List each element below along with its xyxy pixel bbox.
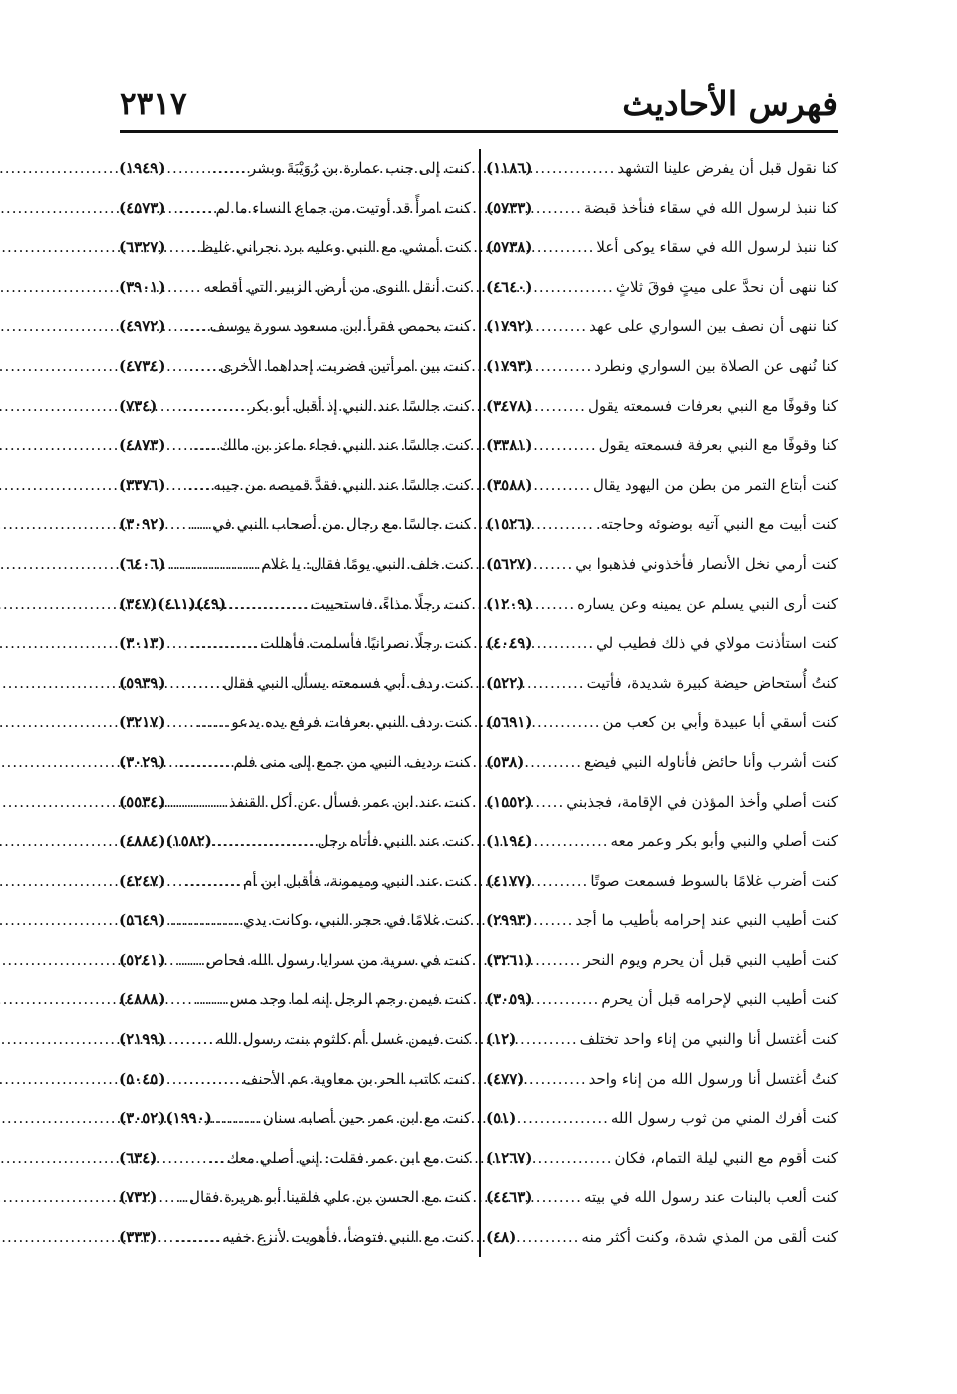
entry-text: كنت رجلًا مذاءً، فاستحييت <box>310 594 471 613</box>
index-entry <box>119 901 471 941</box>
dot-leader <box>167 980 227 1020</box>
entry-reference: (٥٣٨) <box>486 752 525 771</box>
entry-reference: (٥٠٤٥) <box>119 1069 166 1088</box>
entry-reference: (٤٦٤٠) <box>486 277 533 296</box>
index-entry <box>119 307 471 347</box>
entry-reference: (٥٦٤٩) <box>119 911 166 930</box>
entry-reference: (٦٣٢٧) <box>119 238 166 257</box>
dot-leader <box>167 783 226 823</box>
index-entry <box>119 268 471 308</box>
entry-reference: (٥٢٢) <box>486 673 525 692</box>
entry-text: كنت مع ابن عمر حين أصابه سنان <box>262 1109 471 1128</box>
entry-reference: (٦٤٠٦) <box>119 554 166 573</box>
entry-reference: (١١٩٤) <box>486 832 533 851</box>
dot-leader <box>534 703 600 743</box>
entry-reference: (٤٩٧٢) <box>119 317 166 336</box>
index-entry <box>119 228 471 268</box>
dot-leader <box>534 189 581 229</box>
entry-text: كنت أضرب غلامًا بالسوط فسمعت صوتًا <box>590 871 838 890</box>
dot-leader <box>534 149 615 189</box>
entry-reference: (٣٢١٧) <box>119 713 166 732</box>
index-entry <box>119 862 471 902</box>
dot-leader <box>167 624 258 664</box>
index-entry <box>119 426 471 466</box>
dot-leader <box>159 387 246 427</box>
dot-leader <box>518 1218 579 1258</box>
entry-reference: (٣٢٦١) <box>486 950 533 969</box>
entry-text: كنا وقوفًا مع النبي بعرفة فسمعته يقول <box>598 436 838 455</box>
entry-reference: (٧٣٤) <box>119 396 158 415</box>
index-entry <box>119 703 471 743</box>
entry-reference: (١٥٢٦) <box>486 515 533 534</box>
index-entry <box>486 941 838 981</box>
entry-text: كنت أصلي والنبي وأبو بكر وعمر معه <box>610 832 838 851</box>
entry-reference: (١١٨٦) <box>486 159 533 177</box>
entry-text: كنا ننبذ لرسول الله في سقاء فنأخذ قبضة <box>583 198 838 217</box>
entry-text: كنت أبتاع التمر من بطن من اليهود يقال <box>592 475 838 494</box>
dot-leader <box>167 1020 214 1060</box>
entry-text: كنت أرمي نخل الأنصار فأخذوني فذهبوا بي <box>575 554 838 573</box>
dot-leader <box>167 149 247 189</box>
entry-reference: (٥١) <box>486 1109 517 1128</box>
index-entry <box>119 624 471 664</box>
dot-leader <box>167 466 211 506</box>
entry-reference: (٥٥٣٤) <box>119 792 166 811</box>
index-column-right <box>486 149 838 1259</box>
index-entry <box>486 149 838 189</box>
dot-leader <box>534 228 594 268</box>
dot-leader <box>534 545 573 585</box>
entry-reference: (٣٣٣) <box>119 1228 158 1247</box>
entry-reference: (٤١٧٧) <box>486 871 533 890</box>
entry-text: كنت عند النبي وميمونة، فأقبل ابن أم <box>243 871 471 890</box>
index-entry <box>119 1020 471 1060</box>
index-entry <box>486 545 838 585</box>
entry-reference: (٣٣٨١) <box>486 436 533 455</box>
page-title: فهرس الأحاديث <box>622 84 838 123</box>
entry-text: كنت مع الحسن بن علي فلقينا أبو هريرة فقال <box>189 1188 471 1207</box>
entry-text: كنت مع ابن عمر فقلت: إني أصلي معك <box>226 1148 471 1167</box>
index-entry <box>119 1060 471 1100</box>
entry-reference: (٣٤٧٨) <box>486 396 533 415</box>
entry-text: كنت ردف أبي فسمعته يسأل النبي فقال <box>223 673 471 692</box>
entry-reference: (٤٥٧٣) <box>119 198 166 217</box>
entry-text: كنتُ أُستحاض حيضة كبيرة شديدة، فأتيت <box>586 673 838 692</box>
entry-text: كنت أنقل النوى من أرض الزبير التي أقطعه <box>203 277 471 296</box>
entry-reference: (١٧٩٢) <box>486 317 533 336</box>
index-entry <box>119 1178 471 1218</box>
index-entry <box>486 1178 838 1218</box>
index-entry <box>486 387 838 427</box>
dot-leader <box>526 743 582 783</box>
dot-leader <box>167 862 241 902</box>
entry-text: كنت ألعب بالبنات عند رسول الله في بيته <box>583 1188 838 1207</box>
entry-text: كنت أطيب النبي عند إحرامه بأطيب ما أجد <box>575 911 838 930</box>
entry-reference: (٣٣٧٦) <box>119 475 166 494</box>
entry-reference: (٤٨٨٨) <box>119 990 166 1009</box>
dot-leader <box>534 901 573 941</box>
entry-reference: (١٥٨٢)(٤٨٨٤) <box>119 832 212 851</box>
entry-text: كنت عند النبي فأتاه رجل <box>317 832 471 851</box>
index-entry <box>486 268 838 308</box>
entry-reference: (٤٢٤٧) <box>119 871 166 890</box>
dot-leader <box>167 545 259 585</box>
dot-leader <box>526 664 584 704</box>
entry-text: كنت أمشي مع النبي وعليه برد نجراني غليظ <box>199 238 471 257</box>
entry-text: كنت جالسًا عند النبي إذ أقبل أبو بكر <box>248 396 471 415</box>
entry-text: كنت رجلًا نصرانيًا فأسلمت فأهللت <box>260 634 471 653</box>
index-entry <box>119 347 471 387</box>
entry-text: كنت جالسًا عند النبي فجاء ماعز بن مالك <box>219 436 471 455</box>
entry-reference: (٣٩٠١) <box>119 277 166 296</box>
index-entry <box>486 466 838 506</box>
index-entry <box>119 149 471 189</box>
index-entry <box>119 189 471 229</box>
dot-leader <box>534 387 585 427</box>
index-entry <box>119 822 471 862</box>
entry-text: كنا ننهى أن نصف بين السواري على عهد <box>589 317 838 336</box>
entry-reference: (٣٠٢٩) <box>119 752 166 771</box>
dot-leader <box>534 268 613 308</box>
entry-reference: (٥٧٣٨) <box>486 238 533 257</box>
entry-reference: (٤٨٧٣) <box>119 436 166 455</box>
entry-reference: (٣٠١٣) <box>119 634 166 653</box>
entry-reference: (٤٤٦٣) <box>486 1188 533 1207</box>
entry-text: كنت أسقي أبا عبيدة وأبي بن كعب من <box>602 713 838 732</box>
dot-leader <box>167 1060 240 1100</box>
entry-text: كنت بحمص فقرأ ابن مسعود سورة يوسف <box>209 317 471 336</box>
entry-text: كنت غلامًا في حجر النبي، وكانت يدي <box>242 911 471 930</box>
index-entry <box>119 743 471 783</box>
entry-text: كنت فيمن رجم الرجل إنه لما وجد مس <box>229 990 471 1009</box>
entry-reference: (٧٣٢) <box>119 1188 158 1207</box>
entry-text: كنا وقوفًا مع النبي بعرفات فسمعته يقول <box>587 396 838 415</box>
index-entry <box>486 664 838 704</box>
entry-reference: (١٢٦٧) <box>486 1148 533 1167</box>
index-entry <box>486 307 838 347</box>
entry-reference: (٥٢٤١) <box>119 950 166 969</box>
entry-text: كنت استأذنت مولاي في ذلك فطيب لي <box>596 634 838 653</box>
entry-text: كنت أطيب النبي لإحرامه قبل أن يحرم <box>601 990 838 1009</box>
entry-text: كنت بين امرأتين فضربت إحداهما الأخرى <box>219 356 471 375</box>
dot-leader <box>167 505 210 545</box>
page-header <box>120 84 838 128</box>
dot-leader <box>167 268 201 308</box>
index-entry <box>119 1218 471 1258</box>
entry-text: كنت في سرية من سرايا رسول الله فحاص <box>205 950 471 969</box>
entry-text: كنت جالسًا عند النبي فقدَّ قميصه من جيبه <box>213 475 471 494</box>
entry-reference: (١٥٥٢) <box>486 792 533 811</box>
entry-text: كنت أصلي وأخذ المؤذن في الإقامة، فجذبني <box>566 792 838 811</box>
entry-text: كنت أغتسل أنا والنبي من إناء واحد تختلف <box>579 1030 838 1049</box>
index-entry <box>119 505 471 545</box>
entry-reference: (١٩٩٠)(٣٠٥٢) <box>119 1109 212 1128</box>
page-number: ٢٣١٧ <box>120 86 187 122</box>
entry-text: كنت أرى النبي يسلم عن يمينه وعن يساره <box>577 594 838 613</box>
dot-leader <box>214 822 316 862</box>
index-entry <box>119 664 471 704</box>
index-entry <box>486 901 838 941</box>
entry-reference: (٤٠٤٩) <box>486 634 533 653</box>
header-rule <box>120 130 838 133</box>
column-divider <box>479 149 481 1257</box>
dot-leader <box>526 1060 586 1100</box>
dot-leader <box>534 980 599 1020</box>
entry-text: كنت خلف النبي يومًا فقال: يا غلام <box>261 554 471 573</box>
entry-text: كنا ننهى أن نحدَّ على ميتٍ فوقَ ثلاثٍ <box>615 277 838 296</box>
entry-reference: (١٩٤٩) <box>119 159 166 177</box>
entry-text: كنتُ أغتسل أنا ورسول الله من إناء واحد <box>588 1069 838 1088</box>
entry-reference: (٤٧٧) <box>486 1069 525 1088</box>
entry-reference: (٥٧٣٣) <box>486 198 533 217</box>
index-entry <box>486 1099 838 1139</box>
entry-text: كنا نقول قبل أن يفرض علينا التشهد <box>617 159 838 177</box>
entry-text: كنت أطيب النبي قبل أن يحرم ويوم النحر <box>583 950 838 969</box>
entry-text: كنت فيمن غسل أم كلثوم بنت رسول الله <box>216 1030 471 1049</box>
entry-reference: (٣٠٩٢) <box>119 515 166 534</box>
entry-text: كنت امرأً قد أوتيت من جماع النساء ما لم <box>215 198 471 217</box>
index-entry <box>486 624 838 664</box>
dot-leader <box>534 862 588 902</box>
index-entry <box>486 1139 838 1179</box>
index-entry <box>486 426 838 466</box>
entry-text: كنت كاتب الحر بن معاوية عم الأحنف <box>242 1069 471 1088</box>
dot-leader <box>534 624 594 664</box>
dot-leader <box>159 1178 187 1218</box>
entry-reference: (٥٩٣٩) <box>119 673 166 692</box>
entry-reference: (٥٦٢٧) <box>486 554 533 573</box>
entry-text: كنا نُنهى عن الصلاة بين السواري ونطرد <box>594 356 838 375</box>
dot-leader <box>518 1020 577 1060</box>
dot-leader <box>228 585 308 625</box>
entry-text: كنت ألقى من المذي شدة، وكنت أكثر منه <box>581 1228 838 1247</box>
index-entry <box>486 1218 838 1258</box>
entry-text: كنت إلى جنب عمارة بن رُوَيْبَةَ وبشر <box>249 159 471 177</box>
dot-leader <box>167 664 221 704</box>
dot-leader <box>167 941 203 981</box>
entry-reference: (١٧٩٣) <box>486 356 533 375</box>
entry-reference: (٦٣٤) <box>119 1148 158 1167</box>
dot-leader <box>167 743 231 783</box>
entry-reference: (٢٩٩٣) <box>486 911 533 930</box>
index-entry <box>486 783 838 823</box>
index-entry <box>486 1060 838 1100</box>
index-entry <box>119 1139 471 1179</box>
dot-leader <box>534 307 587 347</box>
dot-leader <box>534 347 592 387</box>
entry-text: كنت ردف النبي بعرفات فرفع يده يدعو <box>231 713 471 732</box>
index-entry <box>119 1099 471 1139</box>
index-entry <box>119 941 471 981</box>
dot-leader <box>214 1099 261 1139</box>
dot-leader <box>167 703 229 743</box>
dot-leader <box>167 307 207 347</box>
index-entry <box>486 822 838 862</box>
entry-text: كنت جالسًا مع رجال من أصحاب النبي في <box>212 515 471 534</box>
index-entry <box>119 585 471 625</box>
dot-leader <box>534 505 593 545</box>
entry-reference: (١٢٠٩) <box>486 594 533 613</box>
entry-reference: (٥٦٩١) <box>486 713 533 732</box>
dot-leader <box>159 1218 220 1258</box>
index-entry <box>486 743 838 783</box>
index-entry <box>486 505 838 545</box>
index-entry <box>119 466 471 506</box>
index-entry <box>119 783 471 823</box>
index-entry <box>486 228 838 268</box>
index-column-left <box>119 149 471 1259</box>
entry-text: كنت أشرب وأنا حائض فأناوله النبي فيضع <box>583 752 838 771</box>
index-entry <box>486 347 838 387</box>
dot-leader <box>534 1178 582 1218</box>
index-entry <box>486 585 838 625</box>
entry-reference: (٤٧٣٤) <box>119 356 166 375</box>
dot-leader <box>167 347 217 387</box>
entry-text: كنت أفرك المني من ثوب رسول الله <box>610 1109 838 1128</box>
dot-leader <box>534 941 581 981</box>
entry-text: كنت مع النبي فتوضأ، فأهويت لأنزع خفيه <box>222 1228 471 1247</box>
dot-leader <box>534 1139 612 1179</box>
entry-text: كنت عند ابن عمر فسأل عن أكل القنفذ <box>228 792 471 811</box>
entry-text: كنت أقوم مع النبي ليلة التمام، فكان <box>614 1148 838 1167</box>
dot-leader <box>534 585 575 625</box>
dot-leader <box>167 426 217 466</box>
dot-leader <box>534 822 608 862</box>
entry-reference: (٤٨) <box>486 1228 517 1247</box>
index-entry <box>486 1020 838 1060</box>
dot-leader <box>518 1099 609 1139</box>
entry-reference: (٤٩)(٤١١)(٣٤٧) <box>119 594 227 613</box>
dot-leader <box>159 1139 225 1179</box>
entry-reference: (١٢) <box>486 1030 517 1049</box>
dot-leader <box>167 901 240 941</box>
dot-leader <box>167 189 213 229</box>
entry-reference: (٣٥٨٨) <box>486 475 533 494</box>
index-entry <box>486 189 838 229</box>
index-entry <box>119 387 471 427</box>
entry-text: كنت أبيت مع النبي آتيه بوضوئه وحاجته. <box>595 515 838 534</box>
dot-leader <box>534 426 596 466</box>
index-entry <box>119 980 471 1020</box>
index-entry <box>486 862 838 902</box>
index-entry <box>119 545 471 585</box>
index-entry <box>486 703 838 743</box>
dot-leader <box>534 466 591 506</box>
entry-reference: (٢١٩٩) <box>119 1030 166 1049</box>
entry-reference: (٣٠٥٩) <box>486 990 533 1009</box>
entry-text: كنت رديف النبي من جمع إلى منى فلم <box>233 752 471 771</box>
index-entry <box>486 980 838 1020</box>
entry-text: كنا ننبذ لرسول الله في سقاء يوكى أعلا <box>596 238 838 257</box>
dot-leader <box>534 783 564 823</box>
dot-leader <box>167 228 197 268</box>
